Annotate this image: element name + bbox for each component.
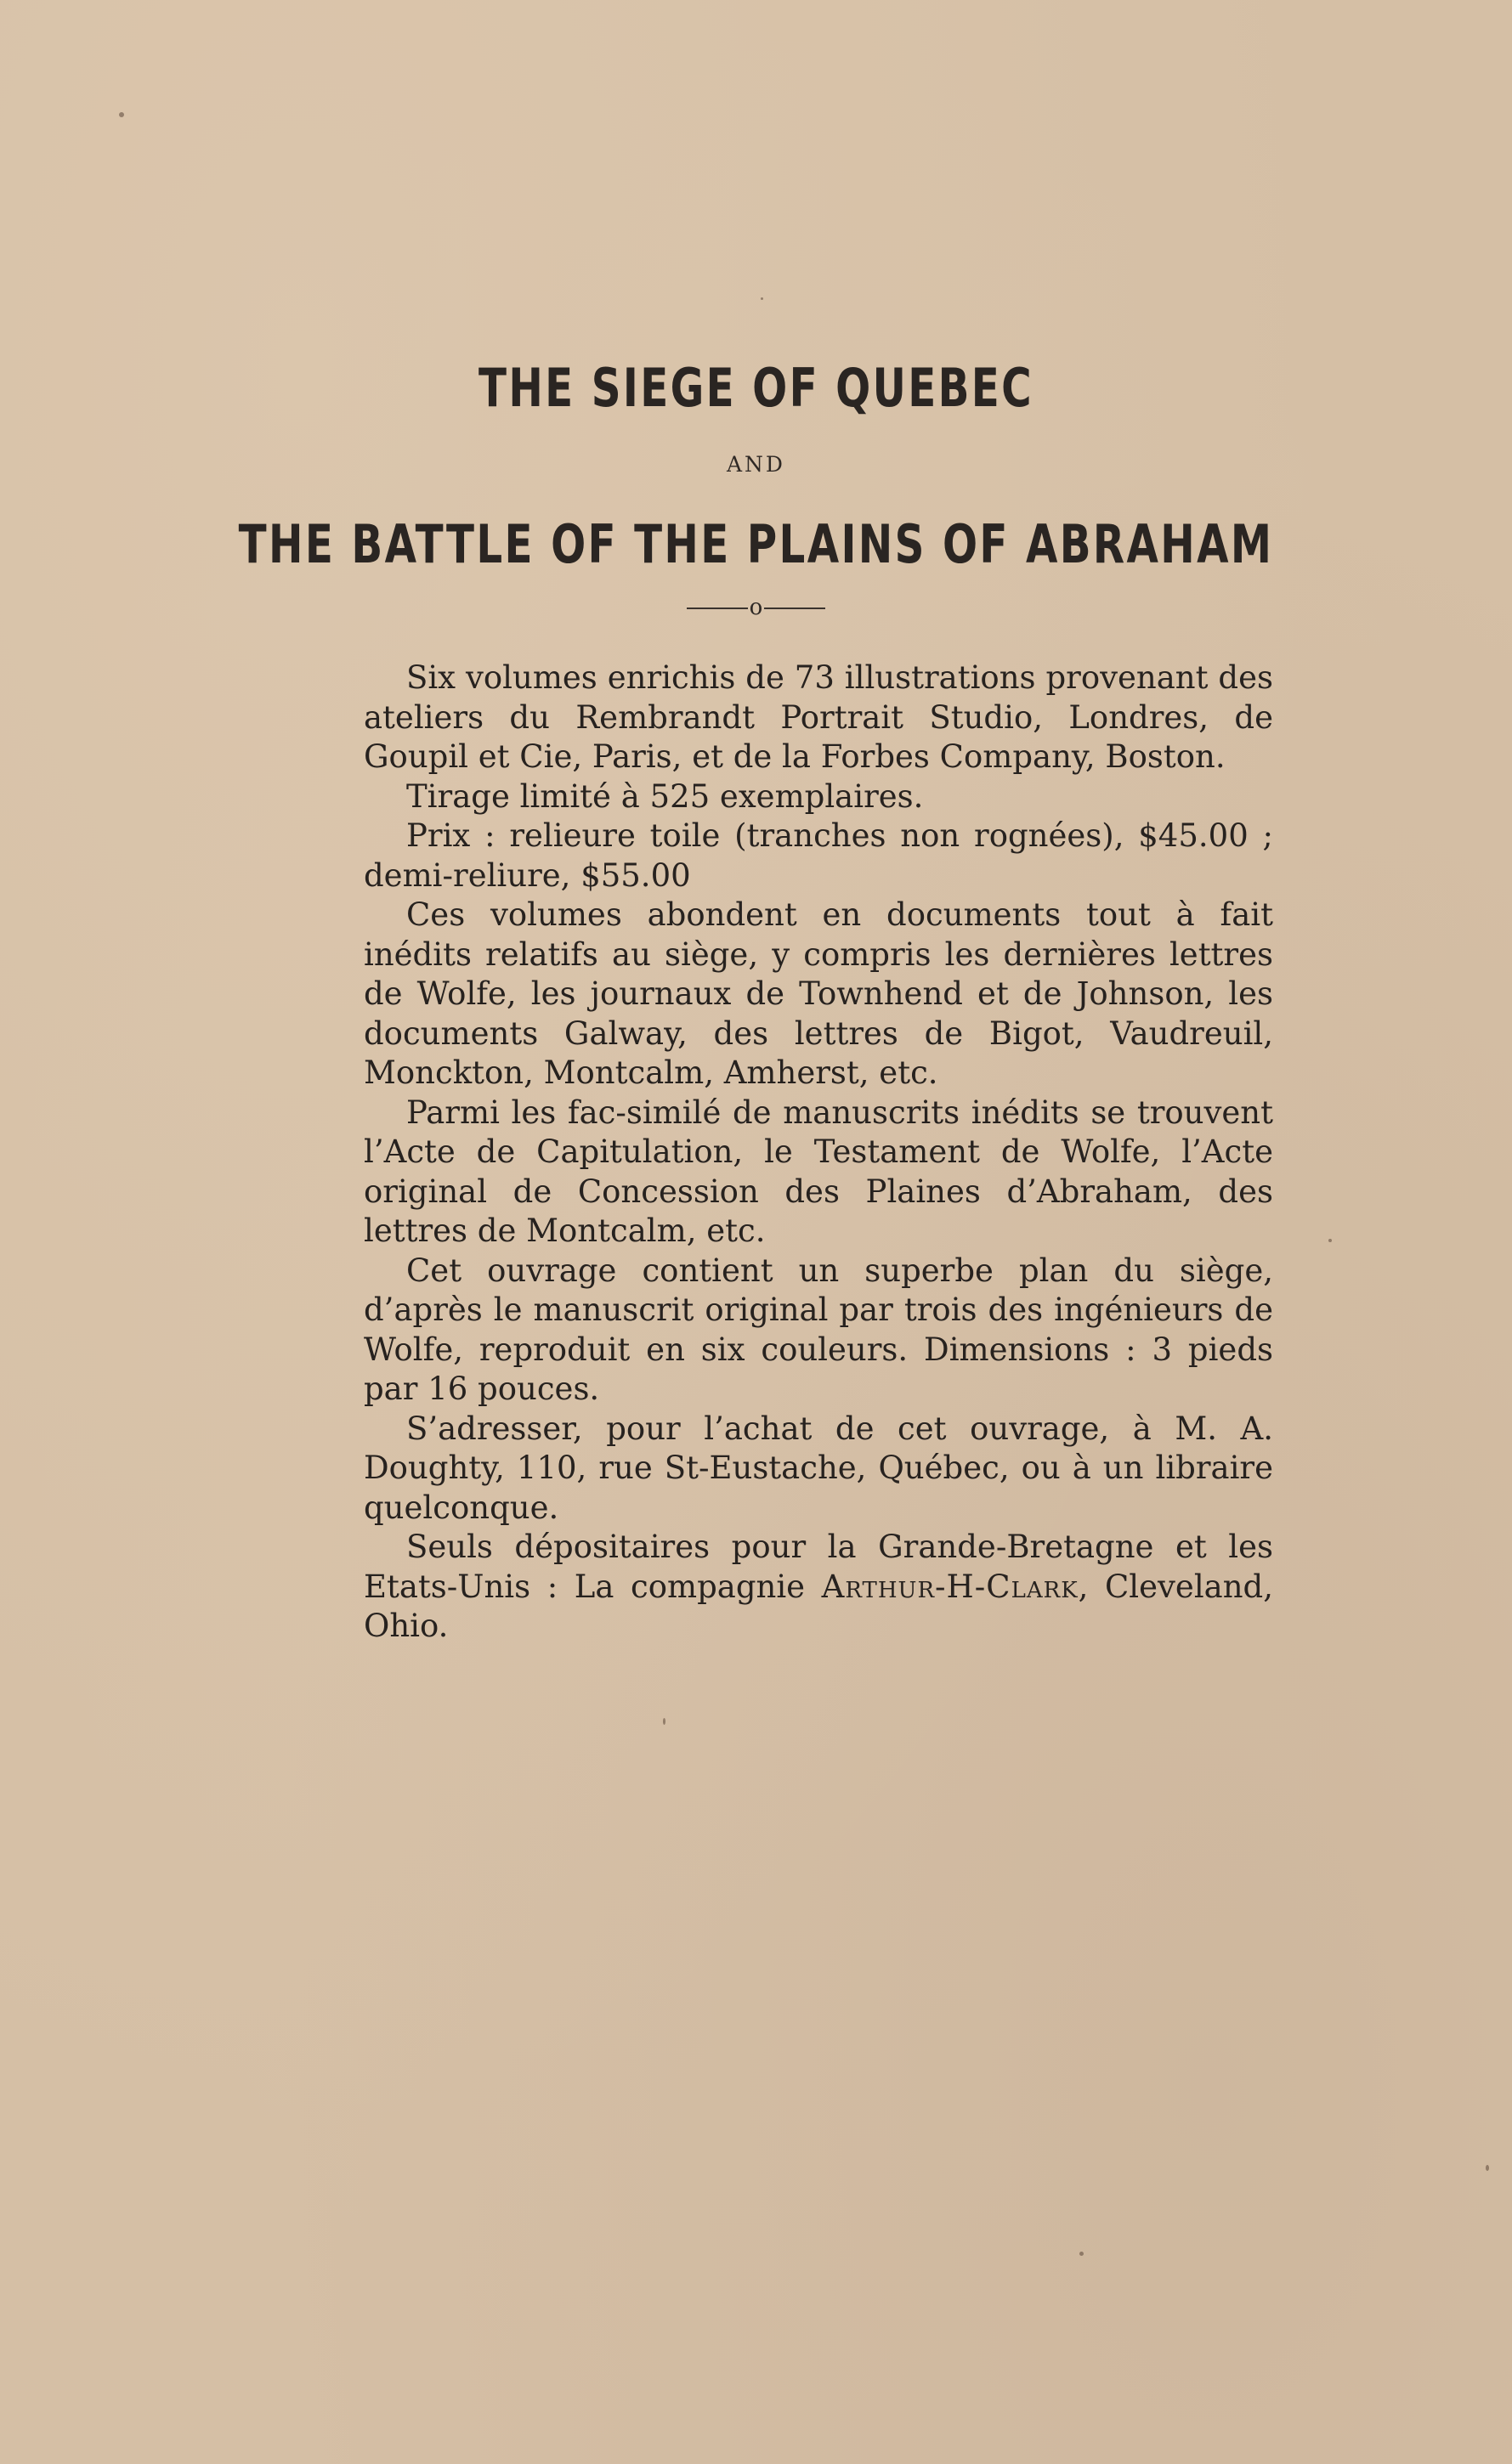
divider-rule-right [764, 608, 825, 609]
depositaries-text: Seuls dépositaires pour la Grande-Bretagne et les Etats-Unis : La compagnie [364, 1529, 1273, 1605]
title-battle-plains-abraham: THE BATTLE OF THE PLAINS OF ABRAHAM [238, 513, 1274, 575]
ornamental-divider [0, 595, 1512, 620]
paper-speck [663, 1718, 665, 1725]
paragraph-print-run: Tirage limité à 525 exemplaires. [406, 777, 924, 815]
paper-speck [1486, 2165, 1489, 2171]
title-siege-of-quebec: THE SIEGE OF QUEBEC [478, 357, 1034, 419]
paragraph-price: Prix : relieure toile (tranches non rognées), $45.00 ; demi-reliure, $55.00 [364, 817, 1273, 894]
paper-speck [119, 112, 124, 117]
paragraph-depositaries [364, 1528, 1273, 1647]
title-connector: AND [727, 452, 785, 477]
divider-rule-left [687, 608, 748, 609]
paragraph-contact: S’adresser, pour l’achat de cet ouvrage, à M. A. Doughty, 110, rue St-Eustache, Québec, ou à un libraire quelconque. [364, 1410, 1273, 1526]
publisher-location: , Cleveland, Ohio. [364, 1568, 1274, 1644]
paragraph-facsimiles: Parmi les fac-similé de manuscrits inédits se trouvent l’Acte de Capitulation, le Testament de Wolfe, l’Acte original de Concession des Plaines d’Abraham, des lettres de Montcalm, etc. [364, 1094, 1273, 1249]
paragraph-documents: Ces volumes abondent en documents tout à fait inédits relatifs au siège, y compris les dernières lettres de Wolfe, les journaux de Townhend et de Johnson, les documents Galway, des lettres de Bigot, Vaudreuil, Monckton, Montcalm, Amherst, etc. [364, 896, 1273, 1091]
paper-speck [761, 297, 763, 300]
description-text [364, 658, 1273, 1647]
paper-speck [1328, 1239, 1332, 1242]
paragraph-siege-plan: Cet ouvrage contient un superbe plan du siège, d’après le manuscrit original par trois des ingénieurs de Wolfe, reproduit en six couleurs. Dimensions : 3 pieds par 16 pouces. [364, 1252, 1273, 1407]
publisher-name: Arthur-H-Clark [821, 1568, 1079, 1605]
paper-speck [1079, 2252, 1084, 2256]
divider-mark: o [749, 595, 763, 620]
paragraph-volumes: Six volumes enrichis de 73 illustrations provenant des ateliers du Rembrandt Portrait Studio, Londres, de Goupil et Cie, Paris, et de la Forbes Company, Boston. [364, 659, 1273, 775]
